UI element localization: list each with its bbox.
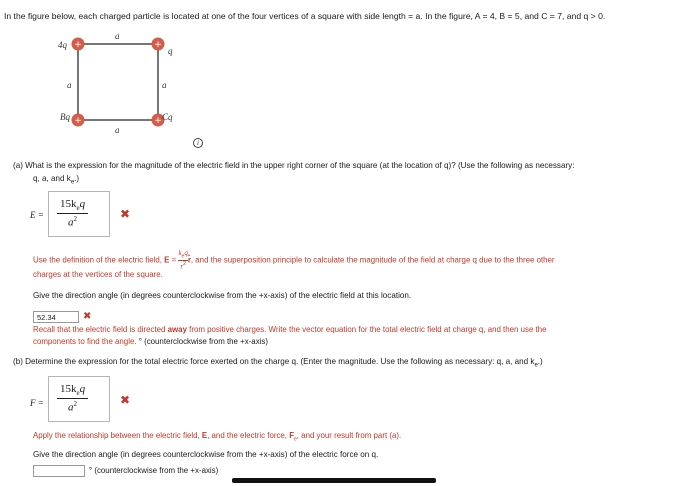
charge-bottom-left [72, 114, 85, 127]
part-b-question-text: (b) Determine the expression for the total electric force exerted on the charge q. (Enter the magnitude. Use the following as necessary: q, a, and k [13, 357, 535, 366]
num-sub: e [76, 204, 80, 213]
part-b-unit-suffix: ° (counterclockwise from the +x-axis) [89, 466, 219, 475]
hint-r: r [180, 262, 184, 271]
num-var: q [79, 383, 86, 395]
part-b-direction-question: Give the direction angle (in degrees counterclockwise from the +x-axis) of the electric force on q. [33, 450, 379, 459]
den-sup: 2 [73, 400, 78, 409]
charge-sign: + [74, 116, 82, 126]
part-b-question [13, 357, 543, 369]
e-equals-label: E = [30, 210, 44, 220]
fraction-numerator [57, 198, 88, 214]
part-b-fraction [57, 383, 88, 414]
hint-equals: = [171, 255, 177, 265]
hint-vector-f: F [289, 431, 295, 440]
part-a-fraction [57, 198, 88, 229]
hint-text: Apply the relationship between the electric field, [33, 431, 200, 440]
den-sup: 2 [73, 215, 78, 224]
square-diagram [52, 30, 202, 136]
part-b-question-sub: e [534, 362, 538, 369]
info-icon[interactable]: i [193, 138, 203, 148]
num-coef: 15k [60, 198, 77, 210]
num-var: q [79, 198, 86, 210]
hint-text: Use the definition of the electric field, [33, 255, 162, 265]
part-a-answer-box[interactable] [48, 191, 110, 237]
fraction-denominator [57, 214, 88, 229]
num-sub: e [76, 389, 80, 398]
hint-away: away [167, 325, 187, 334]
fraction-numerator [57, 383, 88, 399]
part-a-direction-input[interactable]: 52.34 [33, 311, 79, 323]
part-a-question: (a) What is the expression for the magnitude of the electric field in the upper right corner of the square (at the location of q)? (Use the following as necessary: [13, 161, 575, 170]
label-bottom-right-charge: Cq [162, 112, 173, 122]
part-a-hint-4: components to find the angle. [33, 337, 137, 346]
incorrect-mark-icon: ✖ [83, 311, 92, 322]
charge-sign: + [154, 116, 162, 126]
hint-k: k [178, 249, 182, 257]
unit-suffix: ° (counterclockwise from the +x-axis) [138, 337, 268, 346]
vars-sub: e [70, 179, 75, 186]
f-equals-label: F = [30, 398, 44, 408]
charge-top-right [152, 38, 165, 51]
label-right-side: a [162, 80, 167, 90]
hint-text-end: , and your result from part (a). [296, 431, 402, 440]
hint-r-sup: 2 [183, 261, 186, 268]
den-var: a [68, 401, 74, 414]
hint-text-cont: , and the superposition principle to calculate the magnitude of the field at charge q due to the three other [190, 255, 555, 265]
label-bottom-side: a [115, 125, 120, 135]
hint-vector-e: E [201, 431, 208, 440]
part-a-hint-4-row [33, 337, 268, 346]
label-bottom-left-charge: Bq [60, 112, 70, 122]
hint-text: Recall that the electric field is directed [33, 325, 166, 334]
part-a-hint-3 [33, 325, 547, 334]
fraction-denominator [57, 399, 88, 414]
hint-q: q [184, 249, 188, 257]
label-left-side: a [67, 80, 72, 90]
vars-end: .) [74, 174, 80, 183]
part-b-question-end: .) [537, 357, 543, 366]
square-charge-figure [52, 30, 202, 136]
charge-top-left [72, 38, 85, 51]
part-a-hint-2: charges at the vertices of the square. [33, 270, 163, 279]
label-top-side: a [115, 31, 120, 41]
part-b-answer-box[interactable] [48, 376, 110, 422]
vars-text: q, a, and k [33, 174, 71, 183]
hint-r-hat: r̂ [187, 255, 191, 265]
square-outline [78, 44, 158, 120]
incorrect-mark-icon: ✖ [120, 393, 131, 407]
num-coef: 15k [60, 383, 77, 395]
charge-sign: + [154, 40, 162, 50]
label-top-left-charge: 4q [58, 40, 67, 50]
label-top-right-charge: q [168, 46, 173, 56]
hint-text-cont: from positive charges. Write the vector equation for the total electric field at charge q, and then use the [189, 325, 547, 334]
part-a-hint-1 [33, 250, 555, 271]
part-a-question-vars [33, 174, 79, 186]
hint-text-mid: , and the electric force, [207, 431, 287, 440]
incorrect-mark-icon: ✖ [120, 207, 131, 221]
part-a-direction-question: Give the direction angle (in degrees counterclockwise from the +x-axis) of the electric field at this location. [33, 291, 412, 300]
scroll-indicator-bar[interactable] [232, 478, 436, 483]
problem-statement: In the figure below, each charged particle is located at one of the four vertices of a square with side length = a. In the figure, A = 4, B = 5, and C = 7, and q > 0. [4, 11, 606, 21]
hint-vector-e: E [164, 255, 170, 265]
part-b-direction-input[interactable] [33, 465, 85, 477]
charge-sign: + [74, 40, 82, 50]
hint-e-sub: e [181, 253, 185, 260]
part-b-hint-1 [33, 431, 401, 443]
den-var: a [68, 216, 74, 229]
hint-f-sub: e [294, 436, 297, 443]
hint-fraction [178, 250, 187, 271]
